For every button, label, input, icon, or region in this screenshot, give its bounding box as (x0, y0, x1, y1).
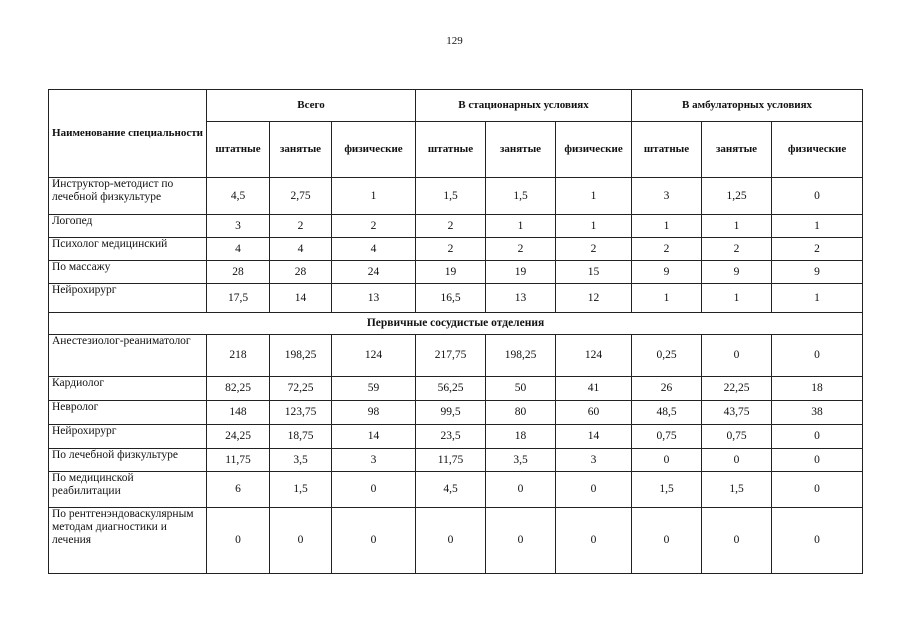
value-cell: 123,75 (270, 401, 332, 425)
value-cell: 14 (556, 425, 632, 449)
value-cell: 218 (207, 335, 270, 377)
value-cell: 4 (270, 238, 332, 261)
value-cell: 17,5 (207, 284, 270, 313)
value-cell: 22,25 (702, 377, 772, 401)
value-cell: 41 (556, 377, 632, 401)
value-cell: 13 (486, 284, 556, 313)
subcolumn-header: физические (772, 122, 863, 178)
table-row (49, 401, 863, 425)
value-cell: 48,5 (632, 401, 702, 425)
value-cell: 4,5 (416, 472, 486, 508)
value-cell: 2,75 (270, 178, 332, 215)
value-cell: 2 (486, 238, 556, 261)
value-cell: 1,5 (416, 178, 486, 215)
group-header-total: Всего (207, 90, 416, 122)
value-cell: 3 (556, 449, 632, 472)
value-cell: 0 (772, 508, 863, 574)
value-cell: 19 (416, 261, 486, 284)
value-cell: 98 (332, 401, 416, 425)
value-cell: 0 (207, 508, 270, 574)
value-cell: 0 (632, 508, 702, 574)
value-cell: 1,25 (702, 178, 772, 215)
table-row (49, 472, 863, 508)
value-cell: 99,5 (416, 401, 486, 425)
value-cell: 0 (486, 508, 556, 574)
value-cell: 9 (632, 261, 702, 284)
value-cell: 0 (772, 472, 863, 508)
value-cell: 3,5 (270, 449, 332, 472)
value-cell: 0 (702, 508, 772, 574)
specialty-name: Анестезиолог-реаниматолог (49, 335, 207, 377)
value-cell: 43,75 (702, 401, 772, 425)
staffing-table (48, 89, 863, 574)
value-cell: 82,25 (207, 377, 270, 401)
specialty-name: По рентгенэндоваскулярным методам диагностики и лечения (49, 508, 207, 574)
value-cell: 148 (207, 401, 270, 425)
value-cell: 1 (772, 215, 863, 238)
specialty-name: Кардиолог (49, 377, 207, 401)
subcolumn-header: занятые (486, 122, 556, 178)
value-cell: 50 (486, 377, 556, 401)
value-cell: 4 (207, 238, 270, 261)
table-row (49, 425, 863, 449)
group-header-inpatient: В стационарных условиях (416, 90, 632, 122)
value-cell: 2 (632, 238, 702, 261)
value-cell: 38 (772, 401, 863, 425)
value-cell: 26 (632, 377, 702, 401)
specialty-name: Невролог (49, 401, 207, 425)
value-cell: 0 (416, 508, 486, 574)
section-title: Первичные сосудистые отделения (49, 313, 863, 335)
value-cell: 0 (556, 508, 632, 574)
section-row (49, 313, 863, 335)
table-row (49, 449, 863, 472)
subcolumn-header: штатные (632, 122, 702, 178)
value-cell: 0 (332, 508, 416, 574)
specialty-header: Наименование специальности (49, 90, 207, 178)
value-cell: 2 (556, 238, 632, 261)
value-cell: 13 (332, 284, 416, 313)
value-cell: 23,5 (416, 425, 486, 449)
subcolumn-header: занятые (702, 122, 772, 178)
value-cell: 0 (772, 449, 863, 472)
value-cell: 2 (416, 238, 486, 261)
specialty-name: Инструктор-методист по лечебной физкультуре (49, 178, 207, 215)
value-cell: 14 (270, 284, 332, 313)
table-row (49, 284, 863, 313)
subcolumn-header: занятые (270, 122, 332, 178)
value-cell: 0 (332, 472, 416, 508)
value-cell: 1 (772, 284, 863, 313)
value-cell: 19 (486, 261, 556, 284)
value-cell: 11,75 (416, 449, 486, 472)
value-cell: 1 (632, 215, 702, 238)
subcolumn-header: штатные (416, 122, 486, 178)
value-cell: 14 (332, 425, 416, 449)
value-cell: 0 (702, 335, 772, 377)
value-cell: 2 (270, 215, 332, 238)
specialty-name: Логопед (49, 215, 207, 238)
value-cell: 3,5 (486, 449, 556, 472)
table-row (49, 335, 863, 377)
value-cell: 0 (772, 178, 863, 215)
value-cell: 0 (632, 449, 702, 472)
value-cell: 2 (702, 238, 772, 261)
value-cell: 24 (332, 261, 416, 284)
value-cell: 18 (772, 377, 863, 401)
value-cell: 59 (332, 377, 416, 401)
value-cell: 1 (556, 178, 632, 215)
value-cell: 0 (486, 472, 556, 508)
value-cell: 28 (207, 261, 270, 284)
value-cell: 15 (556, 261, 632, 284)
value-cell: 1 (486, 215, 556, 238)
value-cell: 56,25 (416, 377, 486, 401)
value-cell: 0 (772, 425, 863, 449)
table-row (49, 377, 863, 401)
value-cell: 1,5 (702, 472, 772, 508)
value-cell: 0,75 (702, 425, 772, 449)
value-cell: 16,5 (416, 284, 486, 313)
value-cell: 24,25 (207, 425, 270, 449)
table-row (49, 178, 863, 215)
table-body (49, 178, 863, 574)
value-cell: 217,75 (416, 335, 486, 377)
table-row (49, 238, 863, 261)
value-cell: 1 (632, 284, 702, 313)
table-row (49, 508, 863, 574)
value-cell: 6 (207, 472, 270, 508)
value-cell: 0,75 (632, 425, 702, 449)
table-row (49, 261, 863, 284)
value-cell: 3 (632, 178, 702, 215)
value-cell: 11,75 (207, 449, 270, 472)
value-cell: 198,25 (270, 335, 332, 377)
specialty-name: По массажу (49, 261, 207, 284)
subcolumn-header: физические (332, 122, 416, 178)
value-cell: 124 (332, 335, 416, 377)
value-cell: 80 (486, 401, 556, 425)
value-cell: 9 (772, 261, 863, 284)
subcolumn-header: штатные (207, 122, 270, 178)
value-cell: 1 (702, 284, 772, 313)
value-cell: 4 (332, 238, 416, 261)
value-cell: 12 (556, 284, 632, 313)
value-cell: 0 (556, 472, 632, 508)
group-header-outpatient: В амбулаторных условиях (632, 90, 863, 122)
value-cell: 2 (772, 238, 863, 261)
specialty-name: Нейрохирург (49, 284, 207, 313)
value-cell: 4,5 (207, 178, 270, 215)
value-cell: 0 (270, 508, 332, 574)
value-cell: 72,25 (270, 377, 332, 401)
value-cell: 1 (702, 215, 772, 238)
value-cell: 3 (332, 449, 416, 472)
value-cell: 124 (556, 335, 632, 377)
specialty-name: По медицинской реабилитации (49, 472, 207, 508)
value-cell: 1,5 (632, 472, 702, 508)
value-cell: 198,25 (486, 335, 556, 377)
value-cell: 2 (416, 215, 486, 238)
value-cell: 1 (556, 215, 632, 238)
value-cell: 1,5 (270, 472, 332, 508)
value-cell: 18,75 (270, 425, 332, 449)
value-cell: 1,5 (486, 178, 556, 215)
value-cell: 60 (556, 401, 632, 425)
page-number: 129 (446, 35, 463, 47)
value-cell: 3 (207, 215, 270, 238)
specialty-name: Нейрохирург (49, 425, 207, 449)
specialty-name: Психолог медицинский (49, 238, 207, 261)
value-cell: 1 (332, 178, 416, 215)
value-cell: 2 (332, 215, 416, 238)
value-cell: 28 (270, 261, 332, 284)
value-cell: 18 (486, 425, 556, 449)
value-cell: 9 (702, 261, 772, 284)
value-cell: 0 (772, 335, 863, 377)
table-row (49, 215, 863, 238)
specialty-name: По лечебной физкультуре (49, 449, 207, 472)
value-cell: 0 (702, 449, 772, 472)
value-cell: 0,25 (632, 335, 702, 377)
subcolumn-header: физические (556, 122, 632, 178)
